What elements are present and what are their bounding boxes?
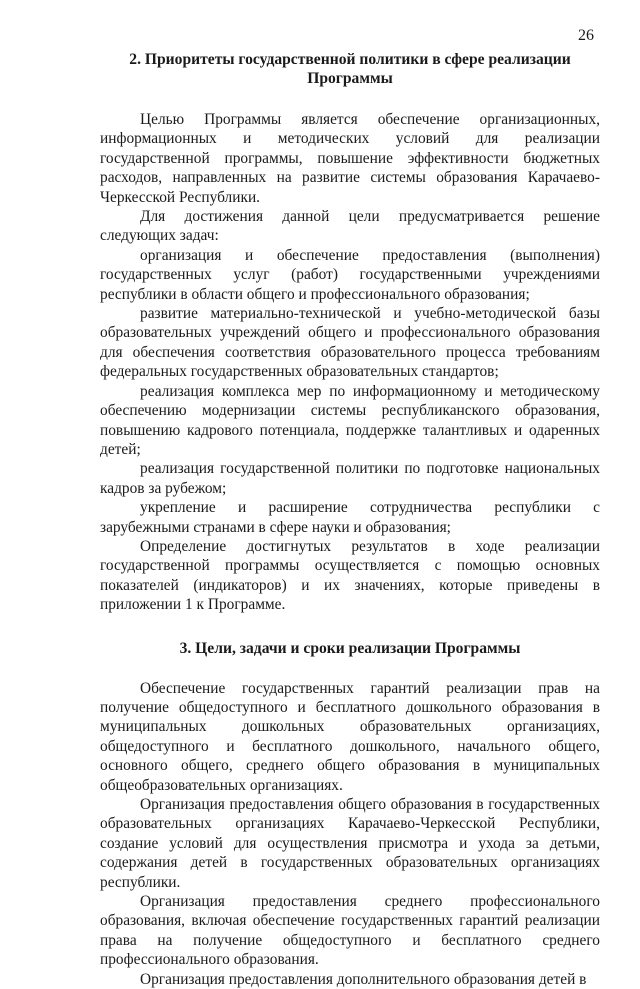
paragraph: Для достижения данной цели предусматривается решение следующих задач: [100,208,600,245]
paragraph: Организация предоставления дополнительного образования детей в [140,970,587,988]
paragraph: Организация предоставления общего образования в государственных образовательных организациях Карачаево-Черкесской Республики, создание условий для осуществления присмотра и ухода за детьми, содержания детей в государственных образовательных организациях республики. [100,796,600,891]
page-content [100,50,600,989]
paragraph: Определение достигнутых результатов в ходе реализации государственной программы осуществляется с помощью основных показателей (индикаторов) и их значениях, которые приведены в приложении 1 к Программе. [100,537,600,614]
paragraph: реализация комплекса мер по информационному и методическому обеспечению модернизации системы республиканского образования, повышению кадрового потенциала, поддержке талантливых и одаренных детей; [100,382,600,458]
section-heading-priorities [100,50,600,88]
paragraph: Обеспечение государственных гарантий реализации прав на получение общедоступного и бесплатного дошкольного образования в муниципальных дошкольных образовательных организациях, общедоступного и бесплатного дошкольного, начального общего, основного общего, среднего общего образования в муниципальных общеобразовательных организациях. [100,679,600,794]
paragraph: развитие материально-технической и учебно-методической базы образовательных учреждений общего и профессионального образования для обеспечения соответствия образовательного процесса требованиям федеральных государственных образовательных стандартов; [100,305,600,381]
heading-line: 2. Приоритеты государственной политики в сфере реализации [129,51,571,68]
paragraph: организация и обеспечение предоставления (выполнения) государственных услуг (работ) государственными учреждениями республики в области общего и профессионального образования; [100,246,600,303]
paragraph: укрепление и расширение сотрудничества республики с зарубежными странами в сфере науки и образования; [100,499,600,536]
heading-line: Программы [307,70,393,87]
paragraph: Организация предоставления среднего профессионального образования, включая обеспечение государственных гарантий реализации права на получение общедоступного и бесплатного среднего профессионального образования. [100,893,600,969]
page-number: 26 [578,27,594,44]
heading-line: 3. Цели, задачи и сроки реализации Программы [179,639,521,657]
paragraph: реализация государственной политики по подготовке национальных кадров за рубежом; [100,460,600,497]
section-heading-goals [100,639,600,658]
paragraph: Целью Программы является обеспечение организационных, информационных и методических условий для реализации государственной программы, повышение эффективности бюджетных расходов, направленных на развитие системы образования Карачаево-Черкесской Республики. [100,111,600,206]
